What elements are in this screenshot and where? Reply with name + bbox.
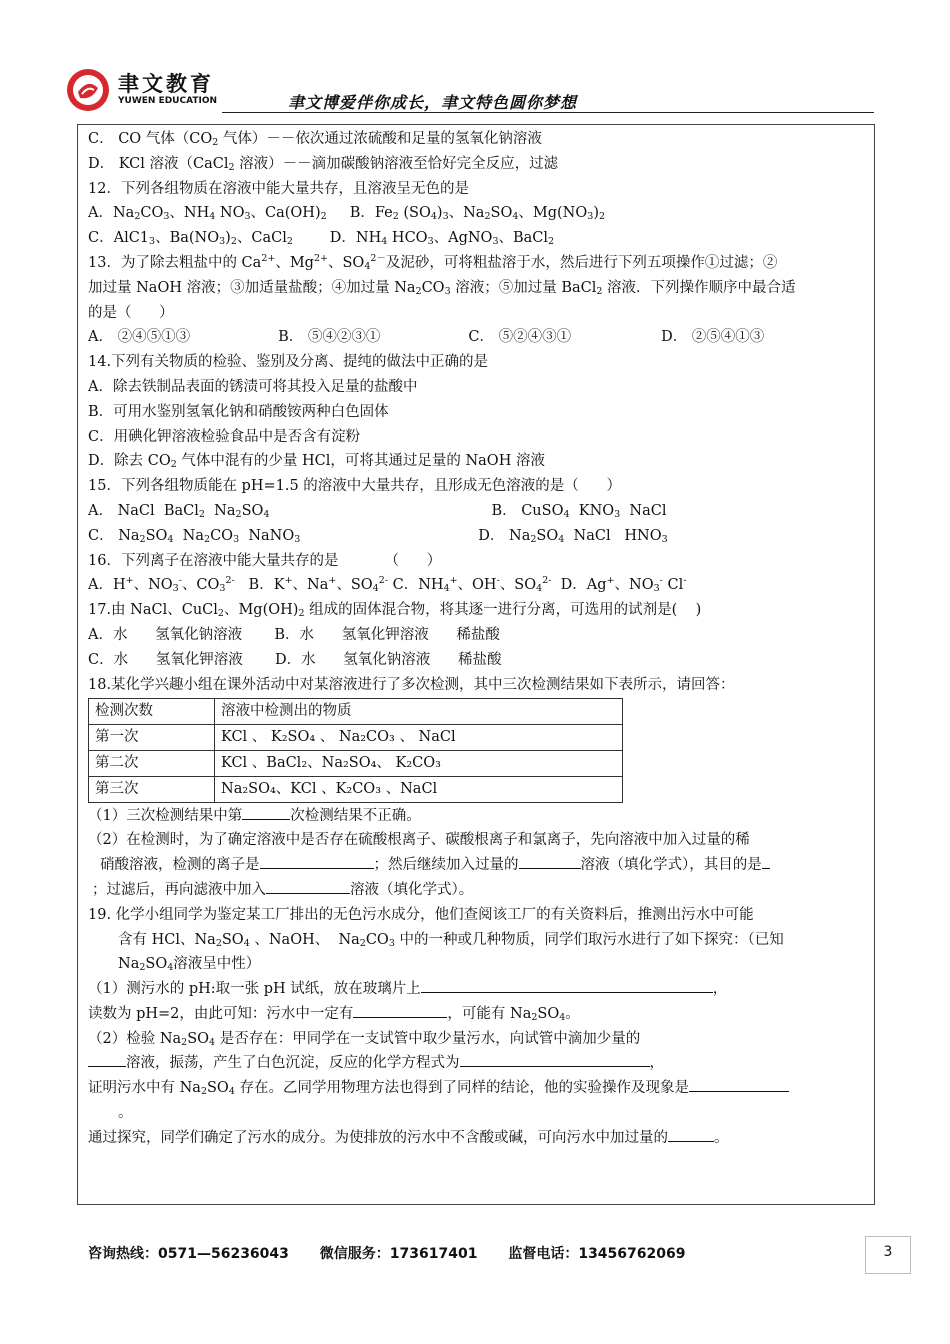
header-divider (222, 112, 874, 113)
q14-stem: 14.下列有关物质的检验、鉴别及分离、提纯的做法中正确的是 (88, 354, 489, 371)
q19-part2-4: 。 (118, 1105, 133, 1122)
hotline: 咨询热线：0571—56236043 (88, 1246, 289, 1262)
q15-options-ab: A． NaCl BaCl$_2$ $Na_2SO_4$ B． CuSO$_4$ $KNO_3$ NaCl (88, 502, 667, 520)
q15-stem: 15．下列各组物质能在 pH=1.5 的溶液中大量共存，且形成无色溶液的是（ ） (88, 478, 621, 495)
q13-stem-1: 13．为了除去粗盐中的 $Ca^{2+}$、$Mg^{2+}$、$SO_4^{2-}$及泥砂，可将粗盐溶于水，然后进行下列五项操作①过滤；② (88, 252, 778, 272)
q14-option-c: C．用碘化钾溶液检验食品中是否含有淀粉 (88, 428, 361, 445)
q13-options: A． ②④⑤①③ B． ⑤④②③① C． ⑤②④③① D． ②⑤④①③ (88, 329, 765, 346)
q19-stem-3: $Na_2SO_4$溶液呈中性） (118, 956, 261, 974)
q17-stem: 17.由 NaCl、CuCl$_2$、$Mg(OH)_2$ 组成的固体混合物，将其逐一进行分离，可选用的试剂是( ) (88, 602, 702, 620)
q12-options-cd: C．$AlC1_3$、$Ba(NO_3)_2$、CaCl$_2$ D．$NH_4$ $HCO_3$、AgNO$_3$、BaCl$_2$ (88, 230, 555, 248)
q13-stem-3: 的是（ ） (88, 304, 174, 321)
q16-options: A．H+、$NO_3^-$、$CO_3^{2-}$ B．K+、Na+、$SO_4^{2-}$ C．$NH_4^+$、OH-、$SO_4^{2-}$ D．Ag+、$NO_3^-$ Cl- (88, 575, 687, 595)
table-header-cell: 溶液中检测出的物质 (215, 699, 623, 725)
table-header-cell: 检测次数 (89, 699, 215, 725)
q19-stem-1: 19. 化学小组同学为鉴定某工厂排出的无色污水成分，他们查阅该工厂的有关资料后，推测出污水中可能 (88, 906, 754, 923)
q14-option-a: A．除去铁制品表面的锈渍可将其投入足量的盐酸中 (88, 378, 418, 395)
table-cell: 第三次 (89, 776, 215, 802)
q19-part2-3: 证明污水中有 $Na_2SO_4$ 存在。乙同学用物理方法也得到了同样的结论，他的实验操作及现象是 (88, 1076, 868, 1101)
table-cell: Na₂SO₄、KCl 、K₂CO₃ 、NaCl (215, 776, 623, 802)
q18-part2-3: ；过滤后，再向滤液中加入 溶液（填化学式）。 (88, 878, 868, 903)
table-row (89, 776, 623, 802)
q19-part2-2: 溶液，振荡，产生了白色沉淀，反应的化学方程式为 ， (88, 1051, 868, 1076)
page-number: 3 (865, 1236, 911, 1274)
table-cell: 第一次 (89, 725, 215, 751)
table-row (89, 725, 623, 751)
page-footer (88, 1243, 711, 1263)
q17-options-ab: A．水 氢氧化钠溶液 B．水 氢氧化钾溶液 稀盐酸 (88, 626, 500, 643)
q14-option-d: D．除去 $CO_2$ 气体中混有的少量 HCl，可将其通过足量的 NaOH 溶液 (88, 453, 545, 471)
table-cell: 第二次 (89, 750, 215, 776)
q18-results-table (88, 698, 623, 802)
brand-name-en: YUWEN EDUCATION (118, 96, 218, 106)
q19-part1-2: 读数为 pH=2，由此可知：污水中一定有 ，可能有 $Na_2SO_4$。 (88, 1002, 868, 1027)
yuwen-logo-icon (66, 68, 110, 112)
brand-name: 聿文教育 (118, 72, 214, 96)
slogan: 聿文博爱伴你成长，聿文特色圆你梦想 (288, 93, 578, 112)
q19-part1-1: （1）测污水的 pH:取一张 pH 试纸，放在玻璃片上 ， (88, 977, 868, 1002)
table-cell: KCl 、BaCl₂、Na₂SO₄、 K₂CO₃ (215, 750, 623, 776)
q18-part1: （1）三次检测结果中第 次检测结果不正确。 (88, 804, 868, 829)
q17-options-cd: C．水 氢氧化钾溶液 D．水 氢氧化钠溶液 稀盐酸 (88, 651, 502, 668)
q15-options-cd: C． $Na_2SO_4$ $Na_2CO_3$ NaNO$_3$ D． $Na_2SO_4$ NaCl $HNO_3$ (88, 527, 668, 545)
q19-stem-2: 含有 HCl、$Na_2SO_4$ 、NaOH、 $Na_2CO_3$ 中的一种或几种物质，同学们取污水进行了如下探究：（已知 (118, 931, 784, 949)
table-header-row (89, 699, 623, 725)
supervise-phone: 监督电话：13456762069 (508, 1246, 686, 1262)
q12-options-ab: A．$Na_2CO_3$、$NH_4$ $NO_3$、$Ca(OH)_2$ B．$Fe_2$ $(SO_4)_3$、$Na_2SO_4$、$Mg(NO_3)_2$ (88, 205, 606, 223)
wechat-service: 微信服务：173617401 (319, 1246, 478, 1262)
q14-option-b: B．可用水鉴别氢氧化钠和硝酸铵两种白色固体 (88, 403, 389, 420)
table-row (89, 750, 623, 776)
q13-stem-2: 加过量 NaOH 溶液；③加适量盐酸；④加过量 $Na_2CO_3$ 溶液；⑤加过量 BaCl$_2$ 溶液．下列操作顺序中最合适 (88, 279, 796, 297)
q11-option-d: D． KCl 溶液（CaCl$_2$ 溶液）－－滴加碳酸钠溶液至恰好完全反应，过滤 (88, 155, 559, 173)
question-content (88, 127, 868, 1151)
q18-stem: 18.某化学兴趣小组在课外活动中对某溶液进行了多次检测，其中三次检测结果如下表所示，请回答： (88, 676, 735, 693)
q11-option-c: C． CO 气体（$CO_2$ 气体）－－依次通过浓硫酸和足量的氢氧化钠溶液 (88, 131, 542, 148)
page-header (62, 60, 874, 120)
q12-stem: 12．下列各组物质在溶液中能大量共存，且溶液呈无色的是 (88, 180, 469, 197)
q18-part2-1: （2）在检测时，为了确定溶液中是否存在硫酸根离子、碳酸根离子和氯离子，先向溶液中加入过量的稀 (88, 832, 750, 849)
q18-part2-2: 硝酸溶液，检测的离子是 ；然后继续加入过量的 溶液（填化学式），其目的是 (88, 853, 868, 878)
q19-conclusion: 通过探究，同学们确定了污水的成分。为使排放的污水中不含酸或碱，可向污水中加过量的 。 (88, 1126, 868, 1151)
table-cell: KCl 、 K₂SO₄ 、 Na₂CO₃ 、 NaCl (215, 725, 623, 751)
q19-part2-1: （2）检验 $Na_2SO_4$ 是否存在：甲同学在一支试管中取少量污水，向试管中滴加少量的 (88, 1030, 641, 1048)
q16-stem: 16．下列离子在溶液中能大量共存的是 （ ） (88, 552, 442, 569)
